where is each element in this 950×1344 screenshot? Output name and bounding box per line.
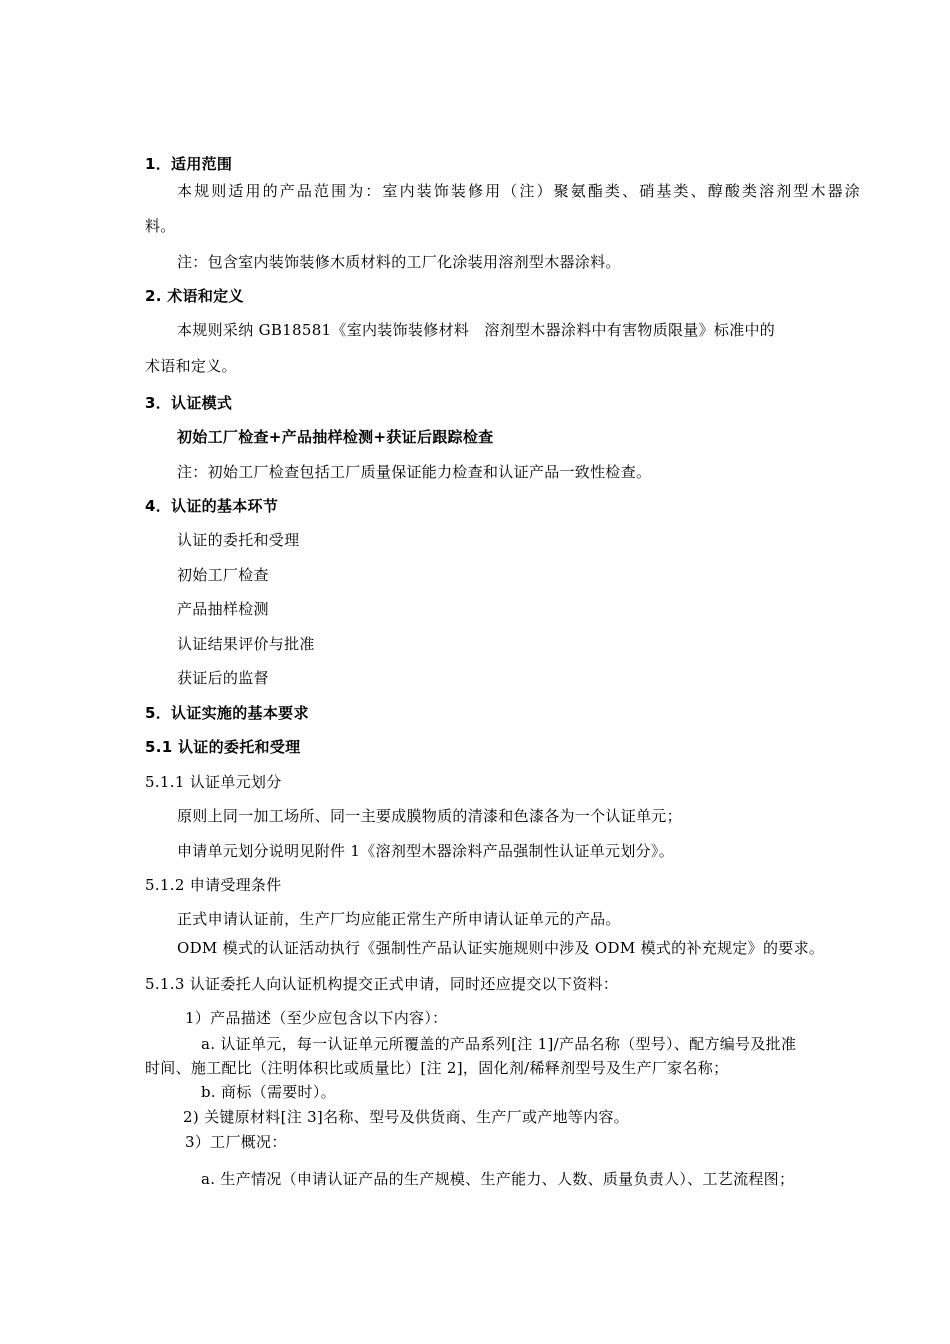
text-line-31: 3）工厂概况： — [185, 1133, 287, 1151]
text-line-13: 初始工厂检查 — [177, 566, 269, 584]
text-line-30: 2) 关键原材料[注 3]名称、型号及供货商、生产厂或产地等内容。 — [183, 1108, 630, 1126]
text-line-24: ODM 模式的认证活动执行《强制性产品认证实施规则中涉及 ODM 模式的补充规定》的要求。 — [177, 939, 825, 957]
text-line-12: 认证的委托和受理 — [177, 531, 300, 549]
text-line-27: a. 认证单元，每一认证单元所覆盖的产品系列[注 1]/产品名称（型号）、配方编号及批准 — [201, 1035, 797, 1053]
text-line-20: 原则上同一加工场所、同一主要成膜物质的清漆和色漆各为一个认证单元； — [177, 807, 682, 825]
text-line-29: b. 商标（需要时）。 — [201, 1083, 336, 1101]
text-line-21: 申请单元划分说明见附件 1《溶剂型木器涂料产品强制性认证单元划分》。 — [177, 842, 675, 860]
text-line-10: 注：初始工厂检查包括工厂质量保证能力检查和认证产品一致性检查。 — [177, 463, 652, 481]
text-line-14: 产品抽样检测 — [177, 600, 269, 618]
text-line-25: 5.1.3 认证委托人向认证机构提交正式申请，同时还应提交以下资料： — [145, 975, 619, 993]
text-line-1: 1．适用范围 — [145, 155, 233, 173]
text-line-4: 注：包含室内装饰装修木质材料的工厂化涂装用溶剂型木器涂料。 — [177, 253, 621, 271]
text-line-2: 本规则适用的产品范围为：室内装饰装修用（注）聚氨酯类、硝基类、醇酸类溶剂型木器涂 — [177, 182, 860, 200]
text-line-19: 5.1.1 认证单元划分 — [145, 773, 282, 791]
text-line-23: 正式申请认证前，生产厂均应能正常生产所申请认证单元的产品。 — [177, 910, 621, 928]
text-line-7: 术语和定义。 — [145, 357, 237, 375]
text-line-22: 5.1.2 申请受理条件 — [145, 876, 282, 894]
text-line-26: 1）产品描述（至少应包含以下内容）： — [185, 1009, 448, 1027]
text-line-5: 2. 术语和定义 — [145, 287, 244, 305]
text-line-8: 3．认证模式 — [145, 394, 233, 412]
text-line-18: 5.1 认证的委托和受理 — [145, 738, 301, 756]
text-line-6: 本规则采纳 GB18581《室内装饰装修材料 溶剂型木器涂料中有害物质限量》标准中的 — [177, 321, 776, 339]
text-line-28: 时间、施工配比（注明体积比或质量比）[注 2]，固化剂/稀释剂型号及生产厂家名称； — [145, 1059, 729, 1077]
text-line-17: 5．认证实施的基本要求 — [145, 704, 309, 722]
text-line-11: 4．认证的基本环节 — [145, 497, 279, 515]
text-line-32: a. 生产情况（申请认证产品的生产规模、生产能力、人数、质量负责人）、工艺流程图； — [201, 1170, 795, 1188]
text-line-3: 料。 — [145, 217, 176, 235]
text-line-9: 初始工厂检查+产品抽样检测+获证后跟踪检查 — [177, 428, 494, 446]
text-line-16: 获证后的监督 — [177, 669, 269, 687]
text-line-15: 认证结果评价与批准 — [177, 635, 315, 653]
